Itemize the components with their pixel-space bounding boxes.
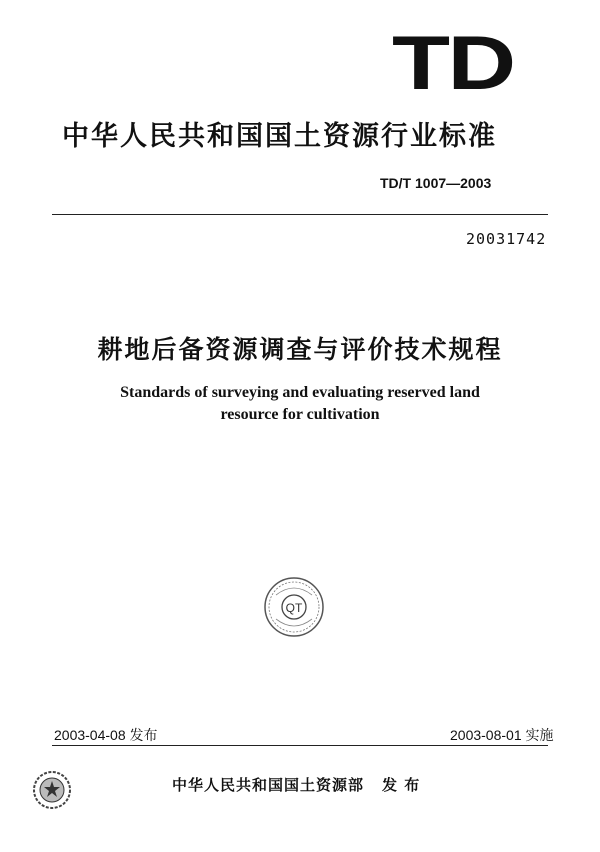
issue-date: 2003-04-08 发布 bbox=[54, 727, 158, 743]
standard-code: TD/T 1007—2003 bbox=[380, 175, 492, 191]
publisher-line bbox=[172, 774, 420, 795]
industry-standard-heading: 中华人民共和国国土资源行业标准 bbox=[62, 121, 497, 152]
publisher-name: 中华人民共和国国土资源部 bbox=[172, 776, 365, 794]
national-emblem-icon bbox=[32, 770, 72, 814]
serial-number: 20031742 bbox=[466, 230, 547, 248]
implementation-date: 2003-08-01 实施 bbox=[450, 727, 554, 743]
chinese-title: 耕地后备资源调查与评价技术规程 bbox=[97, 335, 503, 364]
top-rule bbox=[52, 214, 548, 215]
td-logo: TD bbox=[392, 21, 514, 106]
publish-verb: 发 布 bbox=[382, 776, 421, 794]
english-title-line-1: Standards of surveying and evaluating reserved land bbox=[120, 384, 480, 401]
english-title-line-2: resource for cultivation bbox=[220, 406, 380, 423]
seal-center-text: QT bbox=[285, 601, 303, 615]
bottom-rule bbox=[52, 745, 548, 746]
quality-seal-icon bbox=[262, 575, 326, 643]
